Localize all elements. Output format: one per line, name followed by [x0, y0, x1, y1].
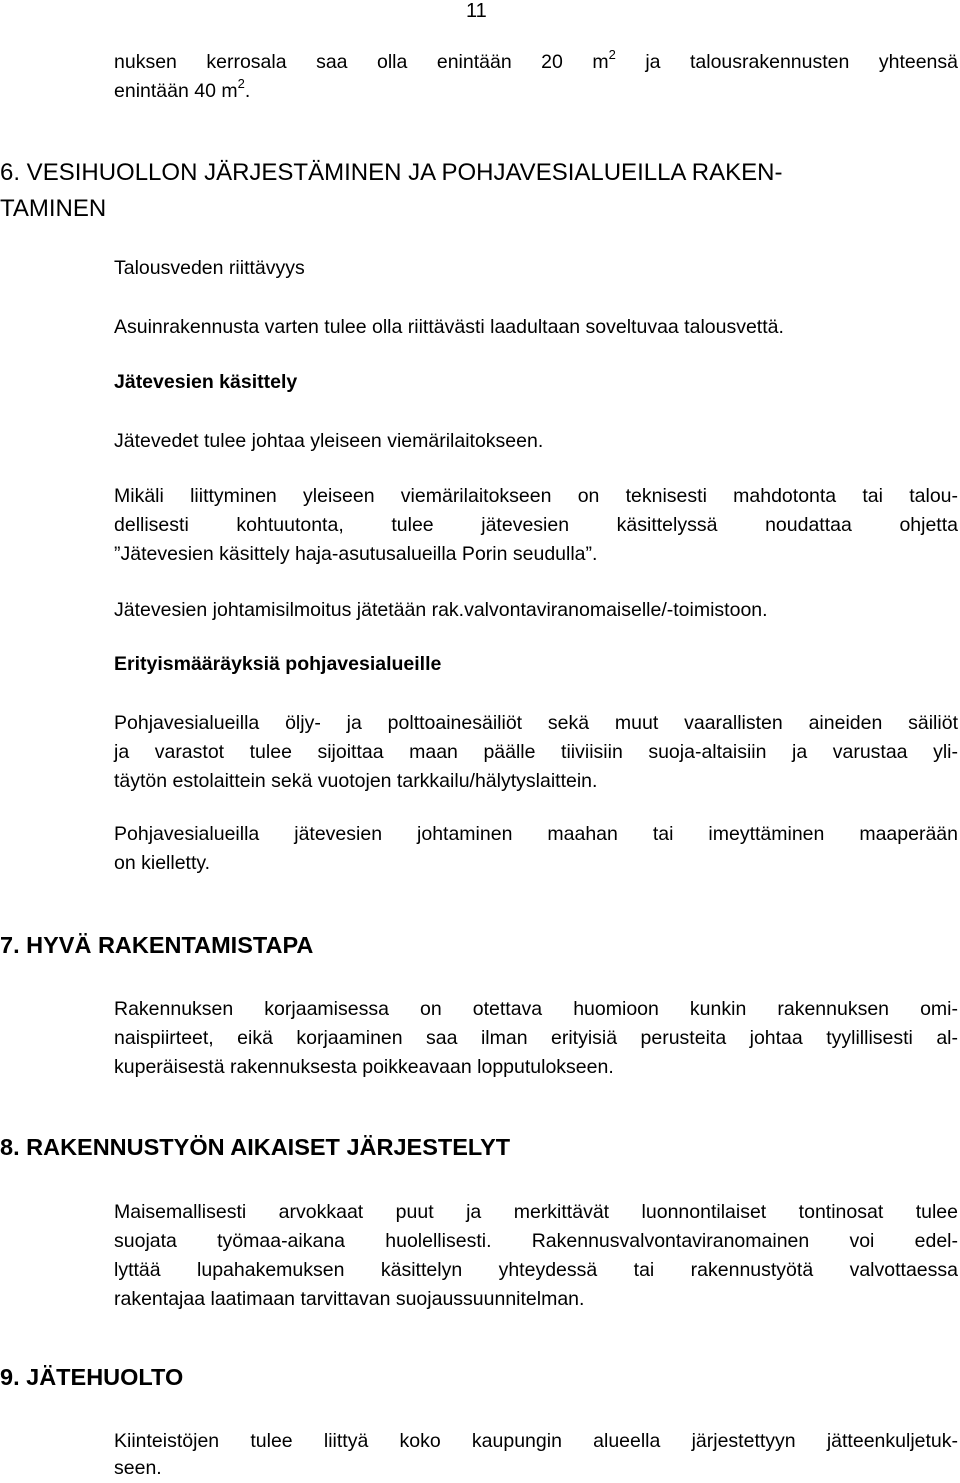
- paragraph-pohjavesi-line-1: Pohjavesialueilla öljy- ja polttoainesäiliöt sekä muut vaarallisten aineiden säiliöt: [114, 712, 958, 734]
- paragraph-talousvesi: Asuinrakennusta varten tulee olla riittävästi laadultaan soveltuvaa talousvettä.: [114, 316, 784, 338]
- intro-line-2: enintään 40 $m^2$.: [114, 76, 251, 102]
- paragraph-liittyminen-line-3: ”Jätevesien käsittely haja-asutusalueilla Porin seudulla”.: [114, 543, 598, 565]
- subheading-pohjavesi: Erityismääräyksiä pohjavesialueille: [114, 653, 442, 675]
- subheading-talousvesi: Talousveden riittävyys: [114, 257, 305, 279]
- superscript: 2: [608, 47, 616, 62]
- paragraph-rakentamistapa-line-3: kuperäisestä rakennuksesta poikkeavaan lopputulokseen.: [114, 1056, 614, 1078]
- section-7-heading: 7. HYVÄ RAKENTAMISTAPA: [0, 932, 314, 958]
- paragraph-liittyminen-line-2: dellisesti kohtuutonta, tulee jätevesien käsittelyssä noudattaa ohjetta: [114, 514, 958, 536]
- paragraph-jarjestelyt-line-2: suojata työmaa-aikana huolellisesti. Rakennusvalvontaviranomainen voi edel-: [114, 1230, 958, 1252]
- paragraph-kielto-line-1: Pohjavesialueilla jätevesien johtaminen maahan tai imeyttäminen maaperään: [114, 823, 958, 845]
- paragraph-kielto-line-2: on kielletty.: [114, 852, 211, 874]
- paragraph-jatevesi: Jätevedet tulee johtaa yleiseen viemärilaitokseen.: [114, 430, 544, 452]
- subheading-jatevesi: Jätevesien käsittely: [114, 371, 298, 393]
- page-number: 11: [466, 0, 487, 22]
- paragraph-jarjestelyt-line-1: Maisemallisesti arvokkaat puut ja merkittävät luonnontilaiset tontinosat tulee: [114, 1201, 958, 1223]
- paragraph-rakentamistapa-line-1: Rakennuksen korjaamisessa on otettava huomioon kunkin rakennuksen omi-: [114, 998, 958, 1020]
- section-9-heading: 9. JÄTEHUOLTO: [0, 1364, 184, 1390]
- paragraph-jatehuolto-line-1: Kiinteistöjen tulee liittyä koko kaupungin alueella järjestettyyn jätteenkuljetuk-: [114, 1430, 958, 1452]
- paragraph-liittyminen-line-1: Mikäli liittyminen yleiseen viemärilaitokseen on teknisesti mahdotonta tai talou-: [114, 485, 958, 507]
- paragraph-pohjavesi-line-3: täytön estolaittein sekä vuotojen tarkkailu/hälytyslaittein.: [114, 770, 598, 792]
- section-8-heading: 8. RAKENNUSTYÖN AIKAISET JÄRJESTELYT: [0, 1134, 511, 1160]
- paragraph-pohjavesi-line-2: ja varastot tulee sijoittaa maan päälle tiiviisiin suoja-altaisiin ja varustaa yli-: [114, 741, 958, 763]
- intro-line-1: nuksen kerrosala saa olla enintään 20 $m^2$ ja talousrakennusten yhteensä: [114, 47, 958, 73]
- section-6-heading-line-2: TAMINEN: [0, 195, 107, 222]
- paragraph-rakentamistapa-line-2: naispiirteet, eikä korjaaminen saa ilman erityisiä perusteita johtaa tyylillisesti al-: [114, 1027, 958, 1049]
- paragraph-jarjestelyt-line-3: lyttää lupahakemuksen käsittelyn yhteydessä tai rakennustyötä valvottaessa: [114, 1259, 958, 1281]
- section-6-heading-line-1: 6. VESIHUOLLON JÄRJESTÄMINEN JA POHJAVESIALUEILLA RAKEN-: [0, 159, 783, 186]
- paragraph-jatehuolto-line-2: seen.: [114, 1457, 162, 1479]
- paragraph-jarjestelyt-line-4: rakentajaa laatimaan tarvittavan suojaussuunnitelman.: [114, 1288, 585, 1310]
- paragraph-ilmoitus: Jätevesien johtamisilmoitus jätetään rak.valvontaviranomaiselle/-toimistoon.: [114, 599, 768, 621]
- superscript: 2: [237, 76, 245, 91]
